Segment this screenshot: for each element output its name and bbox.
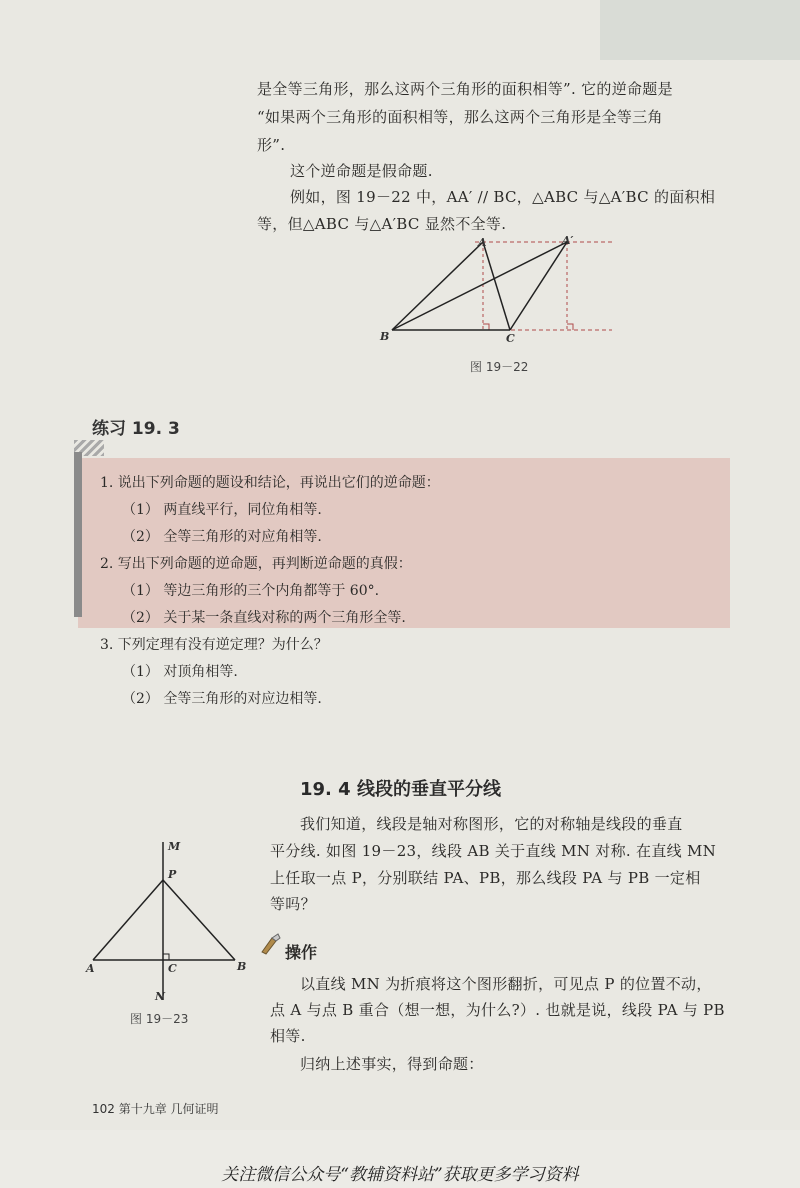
point-label-m: M: [168, 840, 181, 853]
point-label-c: C: [168, 962, 177, 975]
point-label-n: N: [155, 990, 166, 1003]
point-label-b: B: [237, 960, 247, 973]
exercise-title: 练习 19. 3: [92, 419, 180, 439]
figure-19-22: [370, 232, 620, 347]
exercise-side-bar: [74, 452, 82, 617]
exercise-item: 2. 写出下列命题的逆命题，再判断逆命题的真假：: [100, 556, 412, 572]
segment-ac: [483, 242, 510, 330]
section-title: 19. 4 线段的垂直平分线: [300, 779, 501, 800]
point-label-c: C: [506, 332, 515, 345]
exercise-item: （1） 对顶角相等.: [122, 664, 238, 680]
section-intro-line: 等吗？: [270, 895, 316, 913]
exercise-item: （2） 关于某一条直线对称的两个三角形全等.: [122, 610, 406, 626]
corner-tab: [600, 0, 800, 60]
exercise-item: （1） 两直线平行，同位角相等.: [122, 502, 322, 518]
body-line: 等，但△ABC 与△A′BC 显然不全等.: [257, 215, 507, 233]
section-intro-line: 平分线. 如图 19－23，线段 AB 关于直线 MN 对称. 在直线 MN: [270, 842, 717, 860]
exercise-item: 1. 说出下列命题的题设和结论，再说出它们的逆命题：: [100, 475, 440, 491]
point-label-a: A: [478, 236, 487, 249]
body-line: 这个逆命题是假命题.: [290, 162, 433, 180]
exercise-item: （2） 全等三角形的对应角相等.: [122, 529, 322, 545]
body-line: 形”.: [257, 136, 286, 154]
exercise-item: （2） 全等三角形的对应边相等.: [122, 691, 322, 707]
right-angle-mark: [483, 324, 489, 330]
operation-title: 操作: [285, 943, 318, 962]
operation-line: 以直线 MN 为折痕将这个图形翻折，可见点 P 的位置不动，: [300, 975, 712, 993]
body-line: “如果两个三角形的面积相等，那么这两个三角形是全等三角: [257, 108, 663, 126]
segment-ab: [392, 242, 483, 330]
point-label-a: A: [86, 962, 95, 975]
point-label-p: P: [168, 868, 177, 881]
segment-pb: [163, 880, 235, 960]
segment-a-prime-b: [392, 242, 567, 330]
point-label-a-prime: A′: [562, 234, 574, 247]
body-line: 例如，图 19－22 中，AA′ // BC，△ABC 与△A′BC 的面积相: [290, 188, 716, 206]
section-intro-line: 我们知道，线段是轴对称图形，它的对称轴是线段的垂直: [300, 815, 683, 833]
watermark: 关注微信公众号“教辅资料站”获取更多学习资料: [221, 1165, 579, 1185]
operation-line: 点 A 与点 B 重合（想一想，为什么?）. 也就是说，线段 PA 与 PB: [270, 1001, 725, 1019]
figure-caption: 图 19－23: [130, 1012, 189, 1026]
segment-pa: [93, 880, 163, 960]
body-line: 是全等三角形，那么这两个三角形的面积相等”. 它的逆命题是: [257, 80, 673, 98]
operation-line: 相等.: [270, 1027, 306, 1045]
figure-caption: 图 19－22: [470, 360, 529, 374]
operation-icon: [258, 932, 284, 958]
exercise-item: （1） 等边三角形的三个内角都等于 60°.: [122, 583, 380, 599]
figure-19-23: [85, 840, 260, 1005]
exercise-item: 3. 下列定理有没有逆定理？为什么？: [100, 637, 328, 653]
right-angle-mark: [567, 324, 573, 330]
operation-line: 归纳上述事实，得到命题：: [300, 1055, 484, 1073]
page-footer: 102 第十九章 几何证明: [92, 1102, 219, 1116]
section-intro-line: 上任取一点 P，分别联结 PA、PB，那么线段 PA 与 PB 一定相: [270, 869, 701, 887]
right-angle-mark: [163, 954, 169, 960]
segment-a-prime-c: [510, 242, 567, 330]
point-label-b: B: [380, 330, 390, 343]
